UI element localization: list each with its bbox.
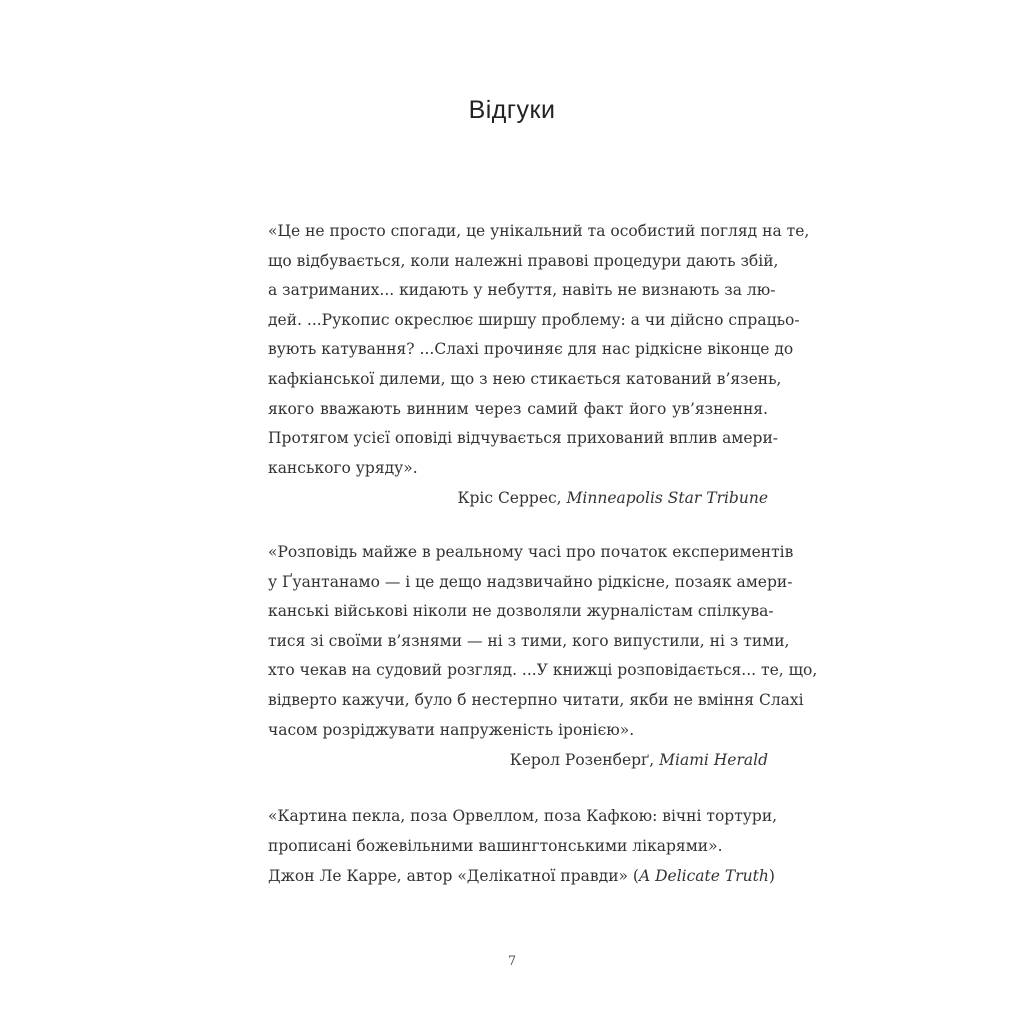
review-line: вують катування? ...Слахі прочиняє для нас рідкісне віконце до <box>268 340 794 359</box>
review-line: відверто кажучи, було б нестерпно читати, якби не вміння Слахі <box>268 690 804 709</box>
review-source-suffix: ) <box>768 867 775 886</box>
review-line: у Ґуантанамо — і це дещо надзвичайно рідкісне, позаяк амери- <box>268 572 793 591</box>
review-attribution <box>268 862 775 892</box>
review-line: «Розповідь майже в реальному часі про початок експериментів <box>268 543 794 561</box>
review-line: «Картина пекла, поза Орвеллом, поза Кафкою: вічні тортури, <box>268 807 778 825</box>
page-title: Відгуки <box>468 96 556 124</box>
review-line: тися зі своїми в’язнями — ні з тими, кого випустили, ні з тими, <box>268 631 790 650</box>
review-source: A Delicate Truth <box>638 867 769 886</box>
review-line: Протягом усієї оповіді відчувається прихований вплив амери- <box>268 429 779 448</box>
review-author: Керол Розенберґ, <box>509 751 655 770</box>
review-attribution <box>268 746 768 776</box>
review-1 <box>268 217 810 514</box>
review-author: Джон Ле Карре, автор «Делікатної правди» ( <box>268 867 639 886</box>
review-line: канські військові ніколи не дозволяли журналістам спілкува- <box>268 602 774 621</box>
review-source: Miami Herald <box>659 751 768 770</box>
review-2 <box>268 538 818 776</box>
review-attribution <box>268 484 768 514</box>
review-line: часом розріджувати напруженість іронією». <box>268 720 635 739</box>
page-number: 7 <box>507 954 517 969</box>
review-source: Minneapolis Star Tribune <box>566 489 768 508</box>
review-line: кафкіанської дилеми, що з нею стикається катований в’язень, <box>268 369 782 388</box>
review-line: якого вважають винним через самий факт його ув’язнення. <box>268 399 768 418</box>
review-line: канського уряду». <box>268 458 418 477</box>
review-author: Кріс Серрес, <box>457 489 562 508</box>
review-line: дей. ...Рукопис окреслює ширшу проблему: а чи дійсно спрацьо- <box>268 310 800 329</box>
review-line: а затриманих... кидають у небуття, навіть не визнають за лю- <box>268 281 776 300</box>
review-3 <box>268 802 778 892</box>
review-line: «Це не просто спогади, це унікальний та особистий погляд на те, <box>268 222 810 240</box>
review-line: прописані божевільними вашингтонськими лікарями». <box>268 836 723 855</box>
review-line: хто чекав на судовий розгляд. ...У книжці розповідається... те, що, <box>268 661 818 680</box>
review-line: що відбувається, коли належні правові процедури дають збій, <box>268 251 779 270</box>
